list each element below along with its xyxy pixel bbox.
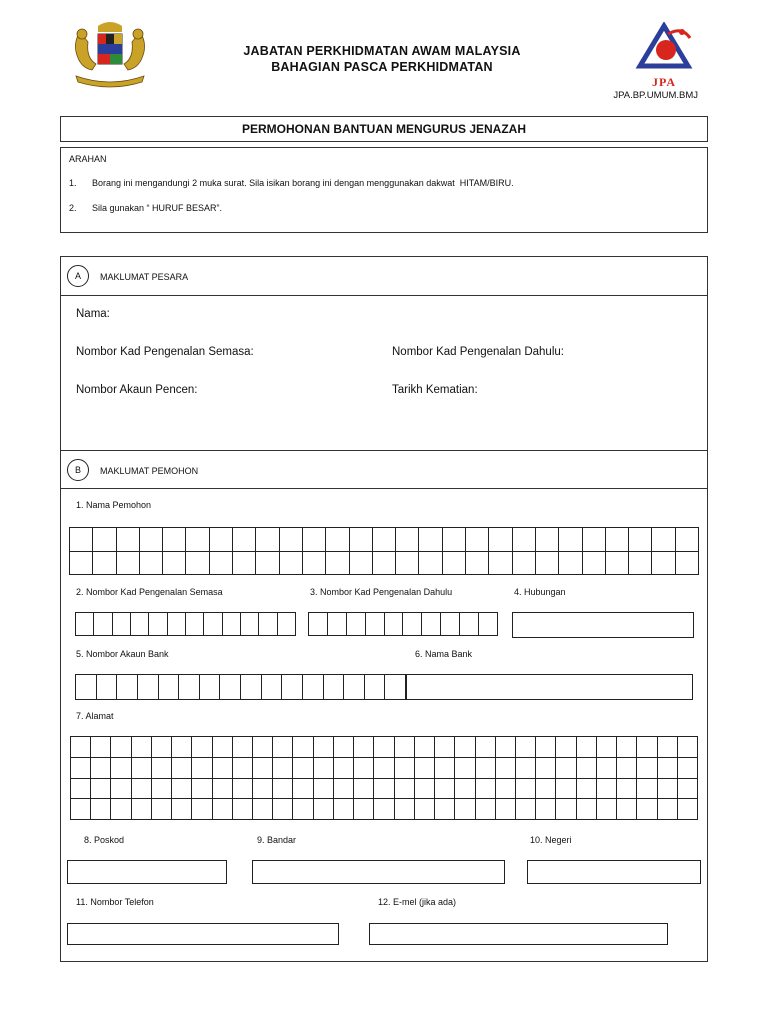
char-box[interactable] xyxy=(435,758,455,779)
char-box[interactable] xyxy=(163,528,186,552)
char-box[interactable] xyxy=(179,675,200,700)
char-box[interactable] xyxy=(334,779,354,800)
char-box[interactable] xyxy=(314,799,334,820)
char-box[interactable] xyxy=(172,779,192,800)
char-box[interactable] xyxy=(536,758,556,779)
char-box[interactable] xyxy=(466,528,489,552)
email-field[interactable] xyxy=(369,923,668,945)
char-box[interactable] xyxy=(385,675,406,700)
char-box[interactable] xyxy=(344,675,365,700)
char-box[interactable] xyxy=(233,737,253,758)
char-box[interactable] xyxy=(324,675,345,700)
section-a-badge: A xyxy=(67,265,89,287)
char-box[interactable] xyxy=(334,799,354,820)
char-box[interactable] xyxy=(163,552,186,576)
bank-name-field[interactable] xyxy=(406,674,693,700)
char-box[interactable] xyxy=(637,799,657,820)
char-box[interactable] xyxy=(262,675,283,700)
char-box[interactable] xyxy=(94,613,112,636)
char-box[interactable] xyxy=(186,613,204,636)
char-box[interactable] xyxy=(71,779,91,800)
char-box[interactable] xyxy=(334,758,354,779)
char-box[interactable] xyxy=(132,737,152,758)
section-b-badge: B xyxy=(67,459,89,481)
char-box[interactable] xyxy=(186,552,209,576)
char-box[interactable] xyxy=(117,528,140,552)
char-box[interactable] xyxy=(253,799,273,820)
char-box[interactable] xyxy=(210,528,233,552)
char-box[interactable] xyxy=(373,528,396,552)
char-box[interactable] xyxy=(314,779,334,800)
char-box[interactable] xyxy=(256,528,279,552)
applicant-old-ic-grid[interactable] xyxy=(308,612,498,636)
applicant-current-ic-grid[interactable] xyxy=(75,612,296,636)
instruction-1-num: 1. xyxy=(69,178,77,188)
section-a-title: MAKLUMAT PESARA xyxy=(100,272,189,282)
retiree-current-ic-label: Nombor Kad Pengenalan Semasa: xyxy=(76,346,254,358)
char-box[interactable] xyxy=(241,675,262,700)
char-box[interactable] xyxy=(91,799,111,820)
char-box[interactable] xyxy=(278,613,296,636)
char-box[interactable] xyxy=(658,758,678,779)
char-box[interactable] xyxy=(658,737,678,758)
char-box[interactable] xyxy=(113,613,131,636)
reference-code: JPA.BP.UMUM.BMJ xyxy=(613,90,698,101)
coat-of-arms-icon xyxy=(62,18,158,90)
jpa-logo-icon xyxy=(634,22,694,88)
char-box[interactable] xyxy=(111,737,131,758)
char-box[interactable] xyxy=(419,528,442,552)
state-label: 10. Negeri xyxy=(530,835,572,845)
char-box[interactable] xyxy=(253,737,273,758)
char-box[interactable] xyxy=(220,675,241,700)
char-box[interactable] xyxy=(273,799,293,820)
char-box[interactable] xyxy=(186,528,209,552)
char-box[interactable] xyxy=(365,675,386,700)
char-box[interactable] xyxy=(637,737,657,758)
char-box[interactable] xyxy=(395,779,415,800)
char-box[interactable] xyxy=(678,737,698,758)
email-label: 12. E-mel (jika ada) xyxy=(378,897,457,907)
char-box[interactable] xyxy=(233,552,256,576)
char-box[interactable] xyxy=(326,528,349,552)
char-box[interactable] xyxy=(577,758,597,779)
char-box[interactable] xyxy=(326,552,349,576)
char-box[interactable] xyxy=(415,758,435,779)
divider xyxy=(60,488,708,489)
bank-name-label: 6. Nama Bank xyxy=(415,649,473,659)
char-box[interactable] xyxy=(192,779,212,800)
retiree-name-label: Nama: xyxy=(76,308,110,320)
bank-account-grid[interactable] xyxy=(75,674,406,700)
char-box[interactable] xyxy=(678,758,698,779)
address-grid[interactable] xyxy=(70,736,698,820)
char-box[interactable] xyxy=(396,552,419,576)
char-box[interactable] xyxy=(303,552,326,576)
bank-account-label: 5. Nombor Akaun Bank xyxy=(76,649,169,659)
char-box[interactable] xyxy=(496,758,516,779)
char-box[interactable] xyxy=(395,799,415,820)
char-box[interactable] xyxy=(374,737,394,758)
char-box[interactable] xyxy=(496,779,516,800)
char-box[interactable] xyxy=(152,758,172,779)
char-box[interactable] xyxy=(395,737,415,758)
char-box[interactable] xyxy=(676,528,699,552)
char-box[interactable] xyxy=(273,737,293,758)
char-box[interactable] xyxy=(516,758,536,779)
char-box[interactable] xyxy=(577,799,597,820)
char-box[interactable] xyxy=(91,758,111,779)
char-box[interactable] xyxy=(556,737,576,758)
char-box[interactable] xyxy=(476,737,496,758)
char-box[interactable] xyxy=(403,613,422,636)
char-box[interactable] xyxy=(204,613,222,636)
char-box[interactable] xyxy=(303,528,326,552)
char-box[interactable] xyxy=(606,552,629,576)
char-box[interactable] xyxy=(583,552,606,576)
char-box[interactable] xyxy=(441,613,460,636)
char-box[interactable] xyxy=(76,613,94,636)
char-box[interactable] xyxy=(93,552,116,576)
char-box[interactable] xyxy=(460,613,479,636)
char-box[interactable] xyxy=(117,552,140,576)
char-box[interactable] xyxy=(652,552,675,576)
char-box[interactable] xyxy=(91,779,111,800)
char-box[interactable] xyxy=(516,799,536,820)
char-box[interactable] xyxy=(233,799,253,820)
instruction-2-num: 2. xyxy=(69,203,77,213)
char-box[interactable] xyxy=(213,779,233,800)
char-box[interactable] xyxy=(597,758,617,779)
char-box[interactable] xyxy=(583,528,606,552)
char-box[interactable] xyxy=(93,528,116,552)
char-box[interactable] xyxy=(256,552,279,576)
char-box[interactable] xyxy=(293,737,313,758)
char-box[interactable] xyxy=(91,737,111,758)
char-box[interactable] xyxy=(70,552,93,576)
char-box[interactable] xyxy=(71,758,91,779)
char-box[interactable] xyxy=(152,737,172,758)
char-box[interactable] xyxy=(556,799,576,820)
char-box[interactable] xyxy=(652,528,675,552)
char-box[interactable] xyxy=(466,552,489,576)
char-box[interactable] xyxy=(213,799,233,820)
char-box[interactable] xyxy=(314,737,334,758)
char-box[interactable] xyxy=(577,779,597,800)
char-box[interactable] xyxy=(658,779,678,800)
char-box[interactable] xyxy=(192,758,212,779)
char-box[interactable] xyxy=(117,675,138,700)
char-box[interactable] xyxy=(556,758,576,779)
char-box[interactable] xyxy=(140,552,163,576)
city-label: 9. Bandar xyxy=(257,835,297,845)
char-box[interactable] xyxy=(172,758,192,779)
char-box[interactable] xyxy=(172,799,192,820)
applicant-name-label: 1. Nama Pemohon xyxy=(76,500,152,510)
char-box[interactable] xyxy=(536,779,556,800)
char-box[interactable] xyxy=(213,758,233,779)
char-box[interactable] xyxy=(314,758,334,779)
phone-label: 11. Nombor Telefon xyxy=(76,897,154,907)
char-box[interactable] xyxy=(415,737,435,758)
char-box[interactable] xyxy=(617,799,637,820)
char-box[interactable] xyxy=(455,737,475,758)
char-box[interactable] xyxy=(577,737,597,758)
char-box[interactable] xyxy=(536,528,559,552)
divider xyxy=(60,450,708,451)
char-box[interactable] xyxy=(536,799,556,820)
char-box[interactable] xyxy=(223,613,241,636)
char-box[interactable] xyxy=(496,799,516,820)
instruction-2-text: Sila gunakan “ HURUF BESAR”. xyxy=(92,203,223,213)
char-box[interactable] xyxy=(435,779,455,800)
char-box[interactable] xyxy=(168,613,186,636)
char-box[interactable] xyxy=(233,779,253,800)
applicant-old-ic-label: 3. Nombor Kad Pengenalan Dahulu xyxy=(310,587,453,597)
instructions-box xyxy=(60,147,708,233)
char-box[interactable] xyxy=(132,799,152,820)
address-label: 7. Alamat xyxy=(76,711,114,721)
char-box[interactable] xyxy=(637,758,657,779)
char-box[interactable] xyxy=(617,779,637,800)
applicant-current-ic-label: 2. Nombor Kad Pengenalan Semasa xyxy=(76,587,223,597)
char-box[interactable] xyxy=(354,758,374,779)
char-box[interactable] xyxy=(280,528,303,552)
char-box[interactable] xyxy=(476,758,496,779)
char-box[interactable] xyxy=(455,799,475,820)
char-box[interactable] xyxy=(132,758,152,779)
char-box[interactable] xyxy=(138,675,159,700)
char-box[interactable] xyxy=(415,799,435,820)
char-box[interactable] xyxy=(132,779,152,800)
form-title-box xyxy=(60,116,708,142)
jpa-logo-text: JPA xyxy=(651,75,677,89)
char-box[interactable] xyxy=(273,779,293,800)
char-box[interactable] xyxy=(617,758,637,779)
char-box[interactable] xyxy=(366,613,385,636)
char-box[interactable] xyxy=(476,779,496,800)
char-box[interactable] xyxy=(233,758,253,779)
postcode-field[interactable] xyxy=(67,860,227,884)
char-box[interactable] xyxy=(536,552,559,576)
char-box[interactable] xyxy=(293,779,313,800)
char-box[interactable] xyxy=(70,528,93,552)
char-box[interactable] xyxy=(395,758,415,779)
char-box[interactable] xyxy=(159,675,180,700)
char-box[interactable] xyxy=(328,613,347,636)
char-box[interactable] xyxy=(419,552,442,576)
char-box[interactable] xyxy=(152,799,172,820)
char-box[interactable] xyxy=(637,779,657,800)
char-box[interactable] xyxy=(350,528,373,552)
char-box[interactable] xyxy=(172,737,192,758)
section-b-title: MAKLUMAT PEMOHON xyxy=(100,466,199,476)
char-box[interactable] xyxy=(597,779,617,800)
char-box[interactable] xyxy=(192,799,212,820)
char-box[interactable] xyxy=(597,737,617,758)
char-box[interactable] xyxy=(253,758,273,779)
char-box[interactable] xyxy=(396,528,419,552)
char-box[interactable] xyxy=(489,528,512,552)
char-box[interactable] xyxy=(489,552,512,576)
char-box[interactable] xyxy=(233,528,256,552)
char-box[interactable] xyxy=(559,528,582,552)
char-box[interactable] xyxy=(140,528,163,552)
char-box[interactable] xyxy=(273,758,293,779)
char-box[interactable] xyxy=(259,613,277,636)
char-box[interactable] xyxy=(200,675,221,700)
char-box[interactable] xyxy=(309,613,328,636)
char-box[interactable] xyxy=(629,552,652,576)
char-box[interactable] xyxy=(97,675,118,700)
char-box[interactable] xyxy=(374,779,394,800)
char-box[interactable] xyxy=(71,737,91,758)
char-box[interactable] xyxy=(241,613,259,636)
relationship-label: 4. Hubungan xyxy=(514,587,566,597)
char-box[interactable] xyxy=(293,799,313,820)
char-box[interactable] xyxy=(111,758,131,779)
char-box[interactable] xyxy=(280,552,303,576)
char-box[interactable] xyxy=(76,675,97,700)
form-title: PERMOHONAN BANTUAN MENGURUS JENAZAH xyxy=(241,122,526,136)
char-box[interactable] xyxy=(629,528,652,552)
applicant-name-grid[interactable] xyxy=(69,527,699,575)
instructions-heading: ARAHAN xyxy=(69,154,107,164)
char-box[interactable] xyxy=(374,799,394,820)
char-box[interactable] xyxy=(455,758,475,779)
char-box[interactable] xyxy=(282,675,303,700)
char-box[interactable] xyxy=(374,758,394,779)
char-box[interactable] xyxy=(516,737,536,758)
char-box[interactable] xyxy=(597,799,617,820)
char-box[interactable] xyxy=(71,799,91,820)
char-box[interactable] xyxy=(678,799,698,820)
char-box[interactable] xyxy=(192,737,212,758)
char-box[interactable] xyxy=(253,779,273,800)
char-box[interactable] xyxy=(476,799,496,820)
char-box[interactable] xyxy=(354,799,374,820)
relationship-field[interactable] xyxy=(512,612,694,638)
char-box[interactable] xyxy=(443,552,466,576)
char-box[interactable] xyxy=(354,779,374,800)
char-box[interactable] xyxy=(293,758,313,779)
char-box[interactable] xyxy=(303,675,324,700)
instruction-1-text: Borang ini mengandungi 2 muka surat. Sila isikan borang ini dengan menggunakan dakwat HITAM/BIRU. xyxy=(92,178,514,188)
char-box[interactable] xyxy=(556,779,576,800)
city-field[interactable] xyxy=(252,860,505,884)
char-box[interactable] xyxy=(435,737,455,758)
sections-box xyxy=(60,256,708,962)
char-box[interactable] xyxy=(455,779,475,800)
char-box[interactable] xyxy=(213,737,233,758)
char-box[interactable] xyxy=(559,552,582,576)
postcode-label: 8. Poskod xyxy=(84,835,125,845)
char-box[interactable] xyxy=(422,613,441,636)
header-agency: JABATAN PERKHIDMATAN AWAM MALAYSIA xyxy=(243,44,521,58)
char-box[interactable] xyxy=(385,613,404,636)
char-box[interactable] xyxy=(617,737,637,758)
char-box[interactable] xyxy=(435,799,455,820)
char-box[interactable] xyxy=(443,528,466,552)
char-box[interactable] xyxy=(496,737,516,758)
retiree-pension-account-label: Nombor Akaun Pencen: xyxy=(76,384,198,396)
char-box[interactable] xyxy=(676,552,699,576)
char-box[interactable] xyxy=(354,737,374,758)
phone-field[interactable] xyxy=(67,923,339,945)
char-box[interactable] xyxy=(516,779,536,800)
state-field[interactable] xyxy=(527,860,701,884)
char-box[interactable] xyxy=(149,613,167,636)
char-box[interactable] xyxy=(536,737,556,758)
char-box[interactable] xyxy=(111,799,131,820)
char-box[interactable] xyxy=(111,779,131,800)
char-box[interactable] xyxy=(350,552,373,576)
header-division: BAHAGIAN PASCA PERKHIDMATAN xyxy=(271,60,493,74)
char-box[interactable] xyxy=(606,528,629,552)
char-box[interactable] xyxy=(210,552,233,576)
char-box[interactable] xyxy=(373,552,396,576)
char-box[interactable] xyxy=(334,737,354,758)
char-box[interactable] xyxy=(131,613,149,636)
char-box[interactable] xyxy=(415,779,435,800)
char-box[interactable] xyxy=(513,528,536,552)
char-box[interactable] xyxy=(479,613,498,636)
char-box[interactable] xyxy=(658,799,678,820)
char-box[interactable] xyxy=(513,552,536,576)
char-box[interactable] xyxy=(152,779,172,800)
divider xyxy=(60,295,708,296)
retiree-death-date-label: Tarikh Kematian: xyxy=(392,384,478,396)
char-box[interactable] xyxy=(347,613,366,636)
char-box[interactable] xyxy=(678,779,698,800)
retiree-old-ic-label: Nombor Kad Pengenalan Dahulu: xyxy=(392,346,564,358)
